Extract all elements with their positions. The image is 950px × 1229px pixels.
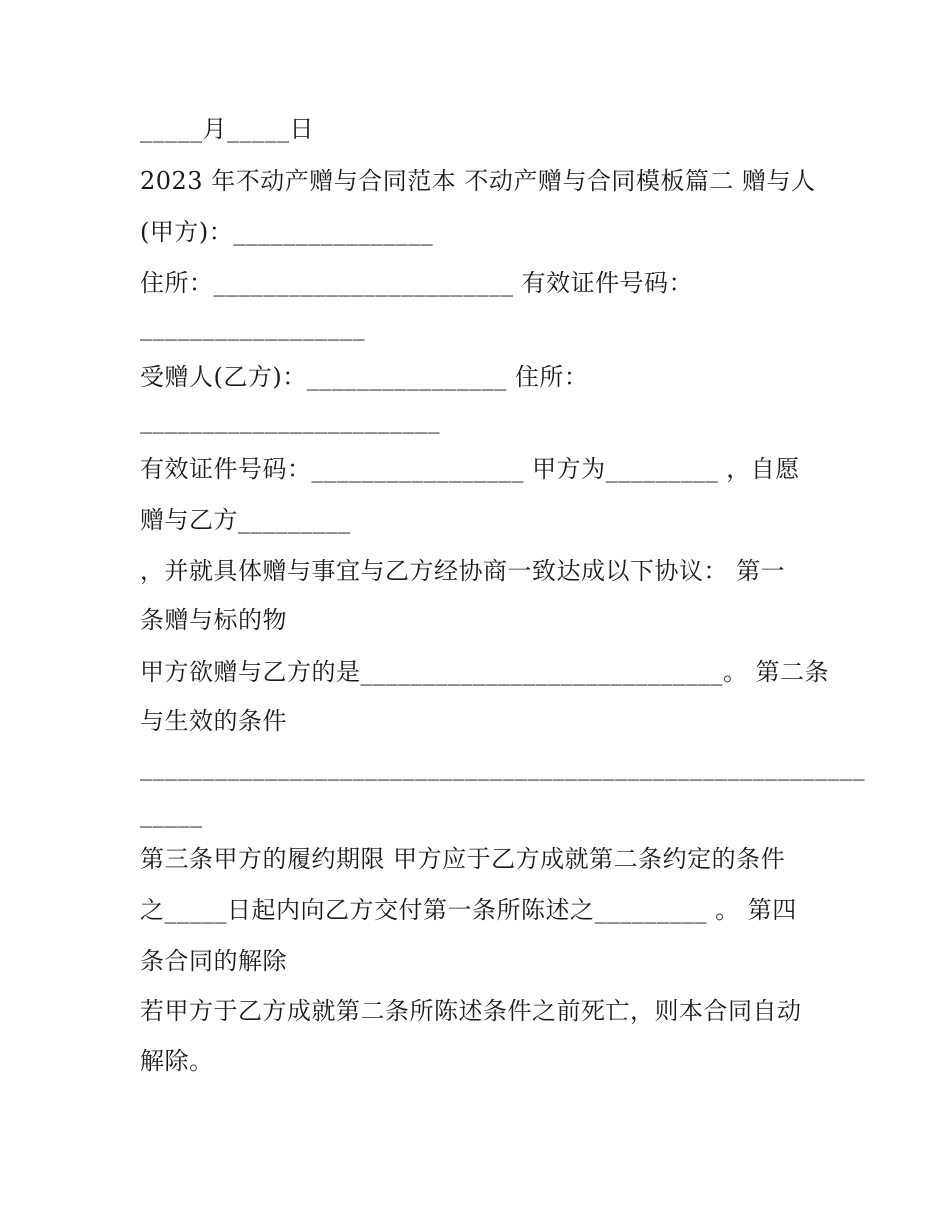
text-line: 赠与乙方_________ bbox=[140, 506, 351, 534]
text-line: 解除。 bbox=[140, 1047, 214, 1075]
text-line: 受赠人(乙方)：________________ 住所： bbox=[140, 363, 589, 391]
text-line: 甲方欲赠与乙方的是_____________________________。 第二条 bbox=[140, 658, 830, 686]
text-line: _____ bbox=[140, 800, 203, 828]
text-line: ，并就具体赠与事宜与乙方经协商一致达成以下协议： 第一 bbox=[140, 557, 786, 585]
text-line: 第三条甲方的履约期限 甲方应于乙方成就第二条约定的条件 bbox=[140, 845, 786, 873]
text-line: __________________ bbox=[140, 313, 365, 341]
text-line: _____月_____日 bbox=[140, 115, 314, 143]
text-line: 有效证件号码：_________________ 甲方为_________ ，自愿 bbox=[140, 455, 800, 483]
text-line: 条赠与标的物 bbox=[140, 606, 287, 634]
text-line: ________________________ bbox=[140, 406, 440, 434]
text-line: 住所：________________________ 有效证件号码： bbox=[140, 269, 694, 297]
text-line: 若甲方于乙方成就第二条所陈述条件之前死亡，则本合同自动 bbox=[140, 997, 802, 1025]
text-line: 之_____日起内向乙方交付第一条所陈述之_________ 。 第四 bbox=[140, 896, 797, 924]
text-line: (甲方)：________________ bbox=[140, 218, 434, 246]
text-line: 条合同的解除 bbox=[140, 947, 287, 975]
text-line: __________________________________________________________ bbox=[140, 753, 865, 781]
text-line: 2023 年不动产赠与合同范本 不动产赠与合同模板篇二 赠与人 bbox=[140, 167, 816, 195]
text-line: 与生效的条件 bbox=[140, 707, 287, 735]
